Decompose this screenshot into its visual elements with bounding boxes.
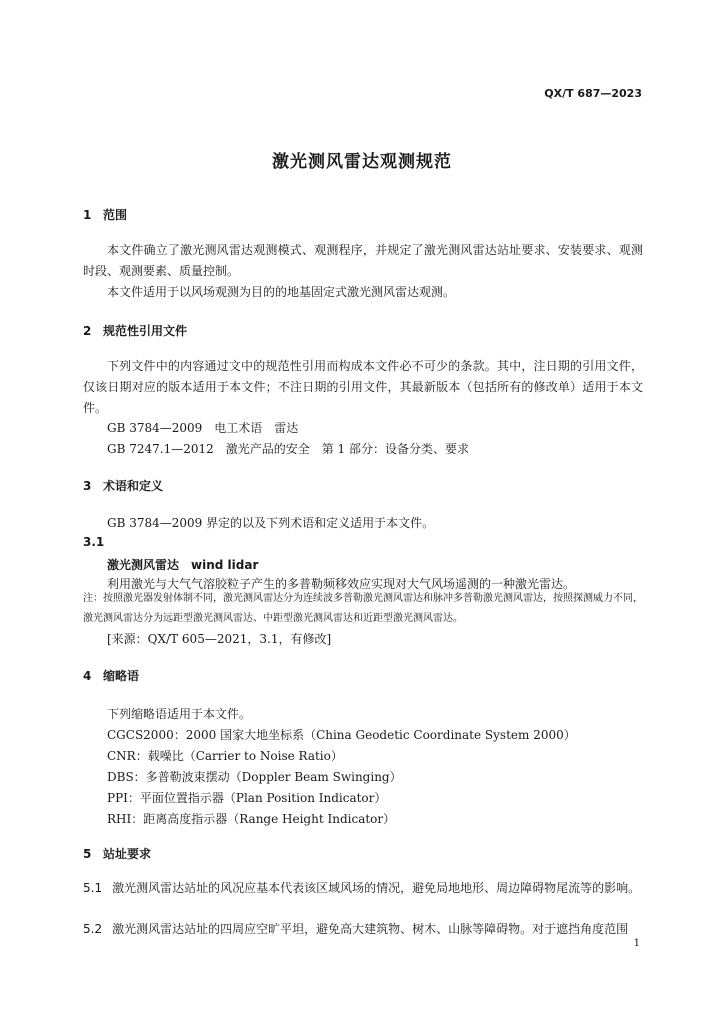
term-source: [来源：QX/T 605—2021，3.1，有修改] <box>107 632 332 646</box>
normative-reference-2: GB 7247.1—2012 激光产品的安全 第 1 部分：设备分类、要求 <box>107 442 470 456</box>
clause-text: 激光测风雷达站址的四周应空旷平坦，避免高大建筑物、树木、山脉等障碍物。对于遮挡角度范围 <box>112 922 629 936</box>
section-1-paragraph-2: 本文件适用于以风场观测为目的的地基固定式激光测风雷达观测。 <box>107 285 456 299</box>
page-number: 1 <box>633 938 640 949</box>
section-1-heading <box>83 206 127 223</box>
term-english: wind lidar <box>191 558 259 572</box>
section-number: 2 <box>83 324 92 338</box>
clause-5-2 <box>83 919 643 940</box>
abbreviation-item: RHI：距离高度指示器（Range Height Indicator） <box>107 812 396 826</box>
document-title: 激光测风雷达观测规范 <box>272 152 452 172</box>
section-title: 缩略语 <box>103 669 140 683</box>
section-3-intro: GB 3784—2009 界定的以及下列术语和定义适用于本文件。 <box>107 516 435 530</box>
normative-reference-1: GB 3784—2009 电工术语 雷达 <box>107 421 299 435</box>
section-2-heading <box>83 322 187 339</box>
clause-number: 5.1 <box>83 881 103 895</box>
section-4-heading <box>83 667 139 684</box>
abbreviation-item: PPI：平面位置指示器（Plan Position Indicator） <box>107 791 387 805</box>
term-heading <box>107 556 258 573</box>
section-number: 4 <box>83 669 92 683</box>
abbreviation-item: CNR：载噪比（Carrier to Noise Ratio） <box>107 749 343 763</box>
clause-text: 激光测风雷达站址的风况应基本代表该区域风场的情况，避免局地地形、周边障碍物尾流等的影响。 <box>112 881 641 895</box>
section-title: 范围 <box>103 208 128 222</box>
abbreviation-intro: 下列缩略语适用于本文件。 <box>107 707 252 721</box>
section-title: 术语和定义 <box>103 479 164 493</box>
section-1-paragraph-1: 本文件确立了激光测风雷达观测模式、观测程序，并规定了激光测风雷达站址要求、安装要求、观测时段、观测要素、质量控制。 <box>83 243 643 278</box>
section-2-paragraph-1: 下列文件中的内容通过文中的规范性引用而构成本文件必不可少的条款。其中，注日期的引用文件，仅该日期对应的版本适用于本文件；不注日期的引用文件，其最新版本（包括所有的修改单）适用于本文件。 <box>83 359 643 415</box>
section-title: 规范性引用文件 <box>103 324 188 338</box>
term-definition: 利用激光与大气气溶胶粒子产生的多普勒频移效应实现对大气风场遥测的一种激光雷达。 <box>107 577 576 591</box>
term-note: 注：按照激光器发射体制不同，激光测风雷达分为连续波多普勒激光测风雷达和脉冲多普勒激光测风雷达，按照探测威力不同，激光测风雷达分为远距型激光测风雷达、中距型激光测风雷达和近距型激光测风雷达。 <box>83 593 643 624</box>
section-3-heading <box>83 477 163 494</box>
section-number: 5 <box>83 847 92 861</box>
clause-5-1 <box>83 878 643 899</box>
abbreviation-item: CGCS2000：2000 国家大地坐标系（China Geodetic Coordinate System 2000） <box>107 728 576 742</box>
section-number: 3 <box>83 479 92 493</box>
abbreviation-item: DBS：多普勒波束摆动（Doppler Beam Swinging） <box>107 770 402 784</box>
term-chinese: 激光测风雷达 <box>107 558 180 572</box>
term-number: 3.1 <box>83 535 105 549</box>
clause-number: 5.2 <box>83 922 103 936</box>
section-title: 站址要求 <box>103 847 152 861</box>
section-number: 1 <box>83 208 92 222</box>
section-5-heading <box>83 845 151 862</box>
standard-number: QX/T 687—2023 <box>544 87 642 100</box>
